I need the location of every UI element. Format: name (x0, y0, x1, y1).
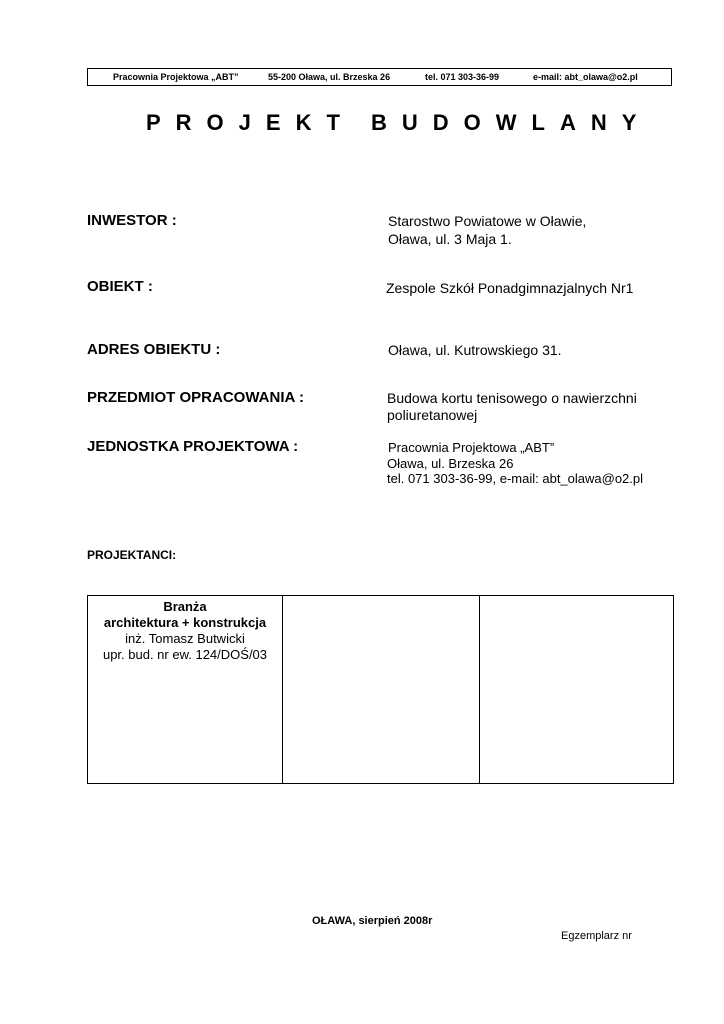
header-company: Pracownia Projektowa „ABT” (113, 72, 239, 82)
header-phone: tel. 071 303-36-99 (425, 72, 500, 82)
title-budowlany: BUDOWLANY (371, 110, 652, 135)
designer-cell-2 (283, 596, 480, 783)
designer-cell-1 (88, 596, 283, 783)
copy-number-label: Egzemplarz nr (561, 930, 632, 942)
designer-name: inż. Tomasz Butwicki (125, 631, 245, 646)
designer-cell-3 (480, 596, 673, 783)
header-email: e-mail: abt_olawa@o2.pl (533, 72, 638, 82)
jednostka-value-1: Pracownia Projektowa „ABT” (388, 440, 555, 455)
obiekt-label: OBIEKT : (87, 278, 153, 295)
przedmiot-value-2: poliuretanowej (387, 407, 478, 423)
projektanci-label: PROJEKTANCI: (87, 548, 177, 562)
jednostka-value-3: tel. 071 303-36-99, e-mail: abt_olawa@o2.pl (387, 471, 644, 486)
inwestor-value-2: Oława, ul. 3 Maja 1. (388, 231, 512, 247)
title-projekt: PROJEKT (146, 110, 355, 135)
branza-type: architektura + konstrukcja (103, 615, 267, 630)
obiekt-value: Zespole Szkół Ponadgimnazjalnych Nr1 (386, 280, 634, 296)
jednostka-value-2: Oława, ul. Brzeska 26 (387, 456, 514, 471)
przedmiot-label: PRZEDMIOT OPRACOWANIA : (87, 389, 304, 406)
adres-value: Oława, ul. Kutrowskiego 31. (388, 342, 562, 358)
designers-table (87, 595, 674, 784)
designer-license: upr. bud. nr ew. 124/DOŚ/03 (102, 647, 268, 662)
inwestor-label: INWESTOR : (87, 212, 177, 229)
branza-heading: Branża (163, 599, 207, 614)
przedmiot-value-1: Budowa kortu tenisowego o nawierzchni (387, 390, 637, 406)
header-address: 55-200 Oława, ul. Brzeska 26 (268, 72, 391, 82)
adres-label: ADRES OBIEKTU : (87, 341, 221, 358)
inwestor-value-1: Starostwo Powiatowe w Oławie, (388, 213, 587, 229)
place-date: OŁAWA, sierpień 2008r (312, 915, 433, 927)
header-box (87, 68, 672, 86)
jednostka-label: JEDNOSTKA PROJEKTOWA : (87, 438, 299, 455)
